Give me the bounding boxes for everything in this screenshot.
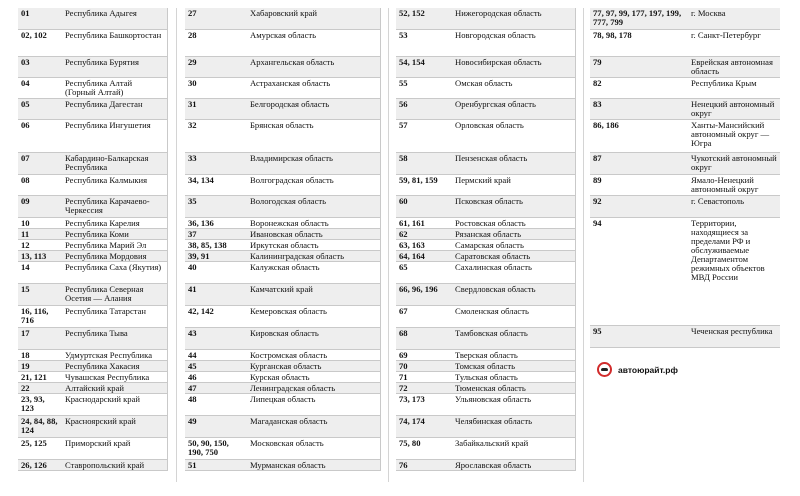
column-divider — [388, 8, 389, 482]
region-code: 94 — [590, 217, 688, 325]
region-code: 71 — [396, 371, 452, 382]
region-code: 50, 90, 150, 190, 750 — [185, 437, 247, 459]
region-code: 46 — [185, 371, 247, 382]
region-name: Тюменская область — [452, 382, 576, 393]
region-name: Мурманская область — [247, 459, 381, 470]
region-code: 26, 126 — [18, 459, 62, 470]
region-name: Омская область — [452, 77, 576, 98]
region-code: 68 — [396, 327, 452, 349]
region-name: Новгородская область — [452, 29, 576, 56]
region-codes-column-4 — [590, 8, 780, 348]
region-row — [18, 174, 168, 195]
region-code: 04 — [18, 77, 62, 98]
region-row — [590, 29, 780, 56]
region-name: Курганская область — [247, 360, 381, 371]
column-divider — [583, 8, 584, 482]
region-code: 47 — [185, 382, 247, 393]
region-name: Московская область — [247, 437, 381, 459]
region-name: Томская область — [452, 360, 576, 371]
region-code: 95 — [590, 325, 688, 347]
region-name: Республика Марий Эл — [62, 239, 168, 250]
region-code: 21, 121 — [18, 371, 62, 382]
region-row — [590, 325, 780, 347]
region-row — [590, 195, 780, 217]
region-code: 06 — [18, 119, 62, 152]
region-row — [18, 360, 168, 371]
region-name: Республика Северная Осетия — Алания — [62, 283, 168, 305]
region-name: Костромская область — [247, 349, 381, 360]
region-code: 09 — [18, 195, 62, 217]
region-name: Саратовская область — [452, 250, 576, 261]
region-row — [185, 174, 381, 195]
region-row — [18, 195, 168, 217]
region-name: Архангельская область — [247, 56, 381, 77]
region-code: 08 — [18, 174, 62, 195]
region-codes-column-3 — [396, 8, 576, 471]
region-row — [396, 174, 576, 195]
region-code: 74, 174 — [396, 415, 452, 437]
region-code: 70 — [396, 360, 452, 371]
region-code: 57 — [396, 119, 452, 152]
region-row — [185, 371, 381, 382]
region-name: Калужская область — [247, 261, 381, 283]
region-name: Республика Дагестан — [62, 98, 168, 119]
region-name: Ярославская область — [452, 459, 576, 470]
region-row — [18, 8, 168, 29]
region-name: Республика Калмыкия — [62, 174, 168, 195]
region-row — [396, 239, 576, 250]
region-name: Чеченская республика — [688, 325, 780, 347]
region-row — [185, 393, 381, 415]
region-code: 67 — [396, 305, 452, 327]
region-name: Оренбургская область — [452, 98, 576, 119]
region-code: 27 — [185, 8, 247, 29]
region-name: Волгоградская область — [247, 174, 381, 195]
region-code: 32 — [185, 119, 247, 152]
region-code: 48 — [185, 393, 247, 415]
region-name: Вологодская область — [247, 195, 381, 217]
region-name: Тамбовская область — [452, 327, 576, 349]
region-name: Псковская область — [452, 195, 576, 217]
region-name: Республика Крым — [688, 77, 780, 98]
region-row — [396, 459, 576, 470]
region-name: Иркутская область — [247, 239, 381, 250]
region-row — [18, 382, 168, 393]
region-name: Республика Татарстан — [62, 305, 168, 327]
region-row — [590, 152, 780, 174]
region-code: 19 — [18, 360, 62, 371]
region-name: Республика Хакасия — [62, 360, 168, 371]
region-row — [396, 29, 576, 56]
region-codes-column-2 — [185, 8, 381, 471]
region-row — [590, 217, 780, 325]
region-code: 07 — [18, 152, 62, 174]
region-row — [590, 98, 780, 119]
region-name: Челябинская область — [452, 415, 576, 437]
region-name: г. Москва — [688, 8, 780, 29]
region-name: Кировская область — [247, 327, 381, 349]
region-name: Удмуртская Республика — [62, 349, 168, 360]
region-code: 69 — [396, 349, 452, 360]
region-code: 92 — [590, 195, 688, 217]
region-name: Республика Бурятия — [62, 56, 168, 77]
region-row — [396, 98, 576, 119]
region-code: 15 — [18, 283, 62, 305]
region-name: Владимирская область — [247, 152, 381, 174]
region-row — [18, 239, 168, 250]
region-code: 25, 125 — [18, 437, 62, 459]
region-name: Ставропольский край — [62, 459, 168, 470]
region-code: 14 — [18, 261, 62, 283]
region-name: Пензенская область — [452, 152, 576, 174]
region-name: г. Севастополь — [688, 195, 780, 217]
region-name: Чувашская Республика — [62, 371, 168, 382]
region-row — [185, 415, 381, 437]
region-codes-column-1 — [18, 8, 168, 471]
region-row — [396, 119, 576, 152]
region-name: Магаданская область — [247, 415, 381, 437]
region-row — [185, 360, 381, 371]
region-name: г. Санкт-Петербург — [688, 29, 780, 56]
region-name: Липецкая область — [247, 393, 381, 415]
region-row — [185, 29, 381, 56]
region-name: Республика Алтай (Горный Алтай) — [62, 77, 168, 98]
region-code: 63, 163 — [396, 239, 452, 250]
region-name: Амурская область — [247, 29, 381, 56]
region-name: Еврейская автономная область — [688, 56, 780, 77]
region-row — [18, 152, 168, 174]
region-code: 79 — [590, 56, 688, 77]
region-row — [185, 437, 381, 459]
region-code: 16, 116, 716 — [18, 305, 62, 327]
region-row — [18, 305, 168, 327]
car-in-circle-icon — [597, 362, 612, 377]
region-row — [18, 283, 168, 305]
region-code: 86, 186 — [590, 119, 688, 152]
region-row — [396, 217, 576, 228]
region-code: 87 — [590, 152, 688, 174]
region-row — [185, 283, 381, 305]
region-row — [396, 228, 576, 239]
region-name: Республика Башкортостан — [62, 29, 168, 56]
region-code: 61, 161 — [396, 217, 452, 228]
region-name: Ямало-Ненецкий автономный округ — [688, 174, 780, 195]
region-row — [396, 152, 576, 174]
region-row — [18, 217, 168, 228]
region-code: 58 — [396, 152, 452, 174]
region-row — [396, 283, 576, 305]
region-name: Приморский край — [62, 437, 168, 459]
region-row — [396, 349, 576, 360]
region-code: 30 — [185, 77, 247, 98]
region-code: 41 — [185, 283, 247, 305]
region-code: 10 — [18, 217, 62, 228]
region-row — [396, 393, 576, 415]
region-name: Воронежская область — [247, 217, 381, 228]
region-name: Ханты-Мансийский автономный округ — Югра — [688, 119, 780, 152]
region-code: 72 — [396, 382, 452, 393]
region-row — [185, 77, 381, 98]
region-code: 22 — [18, 382, 62, 393]
region-row — [185, 239, 381, 250]
region-row — [185, 119, 381, 152]
region-code: 60 — [396, 195, 452, 217]
column-divider — [176, 8, 177, 482]
region-code: 11 — [18, 228, 62, 239]
region-row — [18, 393, 168, 415]
region-name: Республика Ингушетия — [62, 119, 168, 152]
region-row — [18, 327, 168, 349]
region-code: 42, 142 — [185, 305, 247, 327]
site-name: автоюрайт.рф — [618, 364, 678, 375]
region-row — [396, 382, 576, 393]
region-row — [396, 360, 576, 371]
region-code: 34, 134 — [185, 174, 247, 195]
region-name: Кемеровская область — [247, 305, 381, 327]
region-code: 24, 84, 88, 124 — [18, 415, 62, 437]
region-code: 39, 91 — [185, 250, 247, 261]
region-name: Хабаровский край — [247, 8, 381, 29]
region-name: Алтайский край — [62, 382, 168, 393]
region-row — [185, 195, 381, 217]
region-code: 49 — [185, 415, 247, 437]
region-code: 56 — [396, 98, 452, 119]
region-name: Ульяновская область — [452, 393, 576, 415]
region-row — [185, 228, 381, 239]
region-row — [18, 77, 168, 98]
region-name: Ненецкий автономный округ — [688, 98, 780, 119]
region-row — [396, 261, 576, 283]
region-code: 23, 93, 123 — [18, 393, 62, 415]
region-row — [185, 327, 381, 349]
region-row — [185, 250, 381, 261]
region-row — [185, 305, 381, 327]
region-row — [590, 8, 780, 29]
region-name: Республика Саха (Якутия) — [62, 261, 168, 283]
region-code: 66, 96, 196 — [396, 283, 452, 305]
region-name: Республика Адыгея — [62, 8, 168, 29]
region-code: 43 — [185, 327, 247, 349]
region-row — [18, 98, 168, 119]
region-name: Республика Карачаево-Черкессия — [62, 195, 168, 217]
region-row — [185, 261, 381, 283]
region-code: 33 — [185, 152, 247, 174]
region-row — [396, 327, 576, 349]
region-name: Краснодарский край — [62, 393, 168, 415]
region-row — [18, 29, 168, 56]
region-code: 52, 152 — [396, 8, 452, 29]
region-name: Курская область — [247, 371, 381, 382]
region-code: 89 — [590, 174, 688, 195]
region-row — [396, 250, 576, 261]
region-name: Рязанская область — [452, 228, 576, 239]
region-row — [18, 349, 168, 360]
region-name: Самарская область — [452, 239, 576, 250]
region-code: 83 — [590, 98, 688, 119]
region-code: 36, 136 — [185, 217, 247, 228]
region-name: Республика Коми — [62, 228, 168, 239]
region-name: Республика Тыва — [62, 327, 168, 349]
region-row — [18, 119, 168, 152]
region-name: Республика Карелия — [62, 217, 168, 228]
region-name: Камчатский край — [247, 283, 381, 305]
region-code: 37 — [185, 228, 247, 239]
region-name: Брянская область — [247, 119, 381, 152]
region-code: 64, 164 — [396, 250, 452, 261]
region-code: 76 — [396, 459, 452, 470]
region-row — [590, 174, 780, 195]
region-code: 18 — [18, 349, 62, 360]
region-row — [18, 261, 168, 283]
region-name: Белгородская область — [247, 98, 381, 119]
region-code: 28 — [185, 29, 247, 56]
region-row — [18, 371, 168, 382]
region-code: 82 — [590, 77, 688, 98]
region-code: 55 — [396, 77, 452, 98]
region-code: 59, 81, 159 — [396, 174, 452, 195]
region-name: Республика Мордовия — [62, 250, 168, 261]
region-code: 17 — [18, 327, 62, 349]
region-code: 77, 97, 99, 177, 197, 199, 777, 799 — [590, 8, 688, 29]
region-row — [185, 56, 381, 77]
region-name: Чукотский автономный округ — [688, 152, 780, 174]
region-name: Тульская область — [452, 371, 576, 382]
region-name: Забайкальский край — [452, 437, 576, 459]
region-row — [18, 228, 168, 239]
region-row — [18, 459, 168, 470]
region-row — [396, 195, 576, 217]
region-row — [18, 415, 168, 437]
region-name: Кабардино-Балкарская Республика — [62, 152, 168, 174]
region-code: 75, 80 — [396, 437, 452, 459]
region-name: Тверская область — [452, 349, 576, 360]
region-code: 62 — [396, 228, 452, 239]
region-code: 01 — [18, 8, 62, 29]
region-row — [185, 459, 381, 470]
region-row — [396, 371, 576, 382]
region-row — [18, 437, 168, 459]
region-row — [590, 56, 780, 77]
region-name: Сахалинская область — [452, 261, 576, 283]
region-name: Смоленская область — [452, 305, 576, 327]
region-code: 31 — [185, 98, 247, 119]
region-name: Нижегородская область — [452, 8, 576, 29]
region-row — [396, 77, 576, 98]
region-code: 73, 173 — [396, 393, 452, 415]
region-code: 29 — [185, 56, 247, 77]
region-code: 02, 102 — [18, 29, 62, 56]
region-name: Свердловская область — [452, 283, 576, 305]
region-code: 65 — [396, 261, 452, 283]
region-name: Ленинградская область — [247, 382, 381, 393]
site-logo — [597, 362, 678, 377]
region-row — [185, 152, 381, 174]
region-row — [185, 217, 381, 228]
region-row — [18, 56, 168, 77]
region-name: Калининградская область — [247, 250, 381, 261]
region-row — [396, 415, 576, 437]
region-code: 38, 85, 138 — [185, 239, 247, 250]
region-row — [396, 8, 576, 29]
region-name: Астраханская область — [247, 77, 381, 98]
region-row — [185, 349, 381, 360]
region-code: 13, 113 — [18, 250, 62, 261]
region-name: Красноярский край — [62, 415, 168, 437]
region-code: 12 — [18, 239, 62, 250]
region-code: 54, 154 — [396, 56, 452, 77]
region-name: Ростовская область — [452, 217, 576, 228]
region-row — [185, 98, 381, 119]
region-code: 51 — [185, 459, 247, 470]
region-code: 53 — [396, 29, 452, 56]
region-code: 35 — [185, 195, 247, 217]
region-name: Орловская область — [452, 119, 576, 152]
region-code: 03 — [18, 56, 62, 77]
region-code: 40 — [185, 261, 247, 283]
region-code: 45 — [185, 360, 247, 371]
region-row — [590, 119, 780, 152]
region-row — [590, 77, 780, 98]
region-code: 05 — [18, 98, 62, 119]
region-row — [396, 305, 576, 327]
region-row — [185, 8, 381, 29]
region-row — [396, 56, 576, 77]
region-name: Новосибирская область — [452, 56, 576, 77]
region-row — [396, 437, 576, 459]
region-name: Территории, находящиеся за пределами РФ и обслуживаемые Департаментом режимных объектов МВД России — [688, 217, 780, 325]
region-code: 78, 98, 178 — [590, 29, 688, 56]
region-row — [185, 382, 381, 393]
region-code: 44 — [185, 349, 247, 360]
region-name: Ивановская область — [247, 228, 381, 239]
region-name: Пермский край — [452, 174, 576, 195]
region-row — [18, 250, 168, 261]
